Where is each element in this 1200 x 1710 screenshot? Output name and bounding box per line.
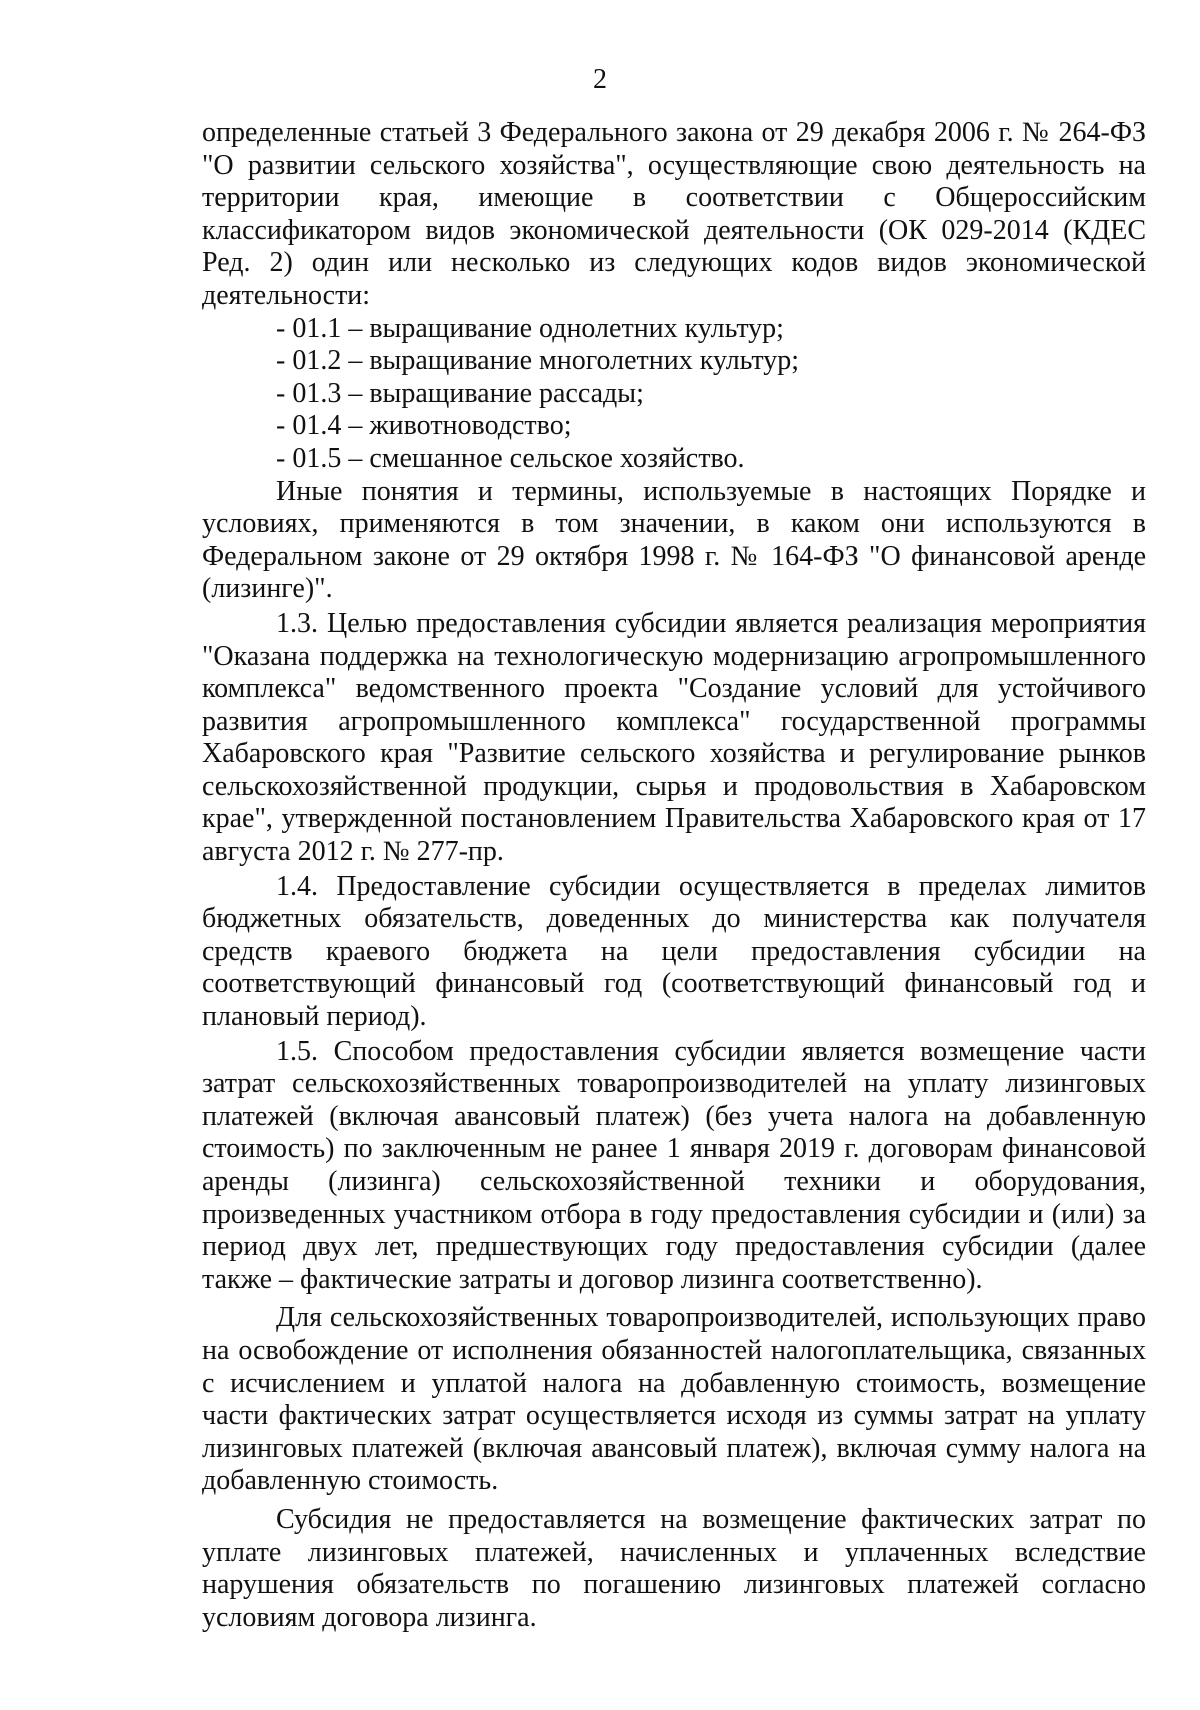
list-item: - 01.3 – выращивание рассады;	[276, 377, 644, 409]
paragraph-1-4: 1.4. Предоставление субсидии осуществляется в пределах лимитов бюджетных обязательств, доведенных до министерства как получателя средств краевого бюджета на цели предоставления субсидии на соответствующий финансовый год (соответствующий финансовый год и плановый период).	[202, 870, 1146, 1033]
intro-paragraph: определенные статьей 3 Федерального закона от 29 декабря 2006 г. № 264-ФЗ "О развитии сельского хозяйства", осуществляющие свою деятельность на территории края, имеющие в соответствии с Общероссийским классификатором видов экономической деятельности (ОК 029-2014 (КДЕС Ред. 2) один или несколько из следующих кодов видов экономической деятельности:	[202, 117, 1146, 311]
vat-exemption-paragraph: Для сельскохозяйственных товаропроизводителей, использующих право на освобождение от исполнения обязанностей налогоплательщика, связанных с исчислением и уплатой налога на добавленную стоимость, возмещение части фактических затрат осуществляется исходя из суммы затрат на уплату лизинговых платежей (включая авансовый платеж), включая сумму налога на добавленную стоимость.	[202, 1302, 1146, 1497]
paragraph-1-3: 1.3. Целью предоставления субсидии является реализация мероприятия "Оказана поддержка на технологическую модернизацию агропромышленного комплекса" ведомственного проекта "Создание условий для устойчивого развития агропромышленного комплекса" государственной программы Хабаровского края "Развитие сельского хозяйства и регулирование рынков сельскохозяйственной продукции, сырья и продовольствия в Хабаровском крае", утвержденной постановлением Правительства Хабаровского края от 17 августа 2012 г. № 277-пр.	[202, 607, 1146, 868]
document-body	[202, 117, 1146, 1634]
list-item: - 01.4 – животноводство;	[276, 410, 572, 442]
list-item: - 01.1 – выращивание однолетних культур;	[276, 312, 784, 344]
paragraph-1-5: 1.5. Способом предоставления субсидии является возмещение части затрат сельскохозяйственных товаропроизводителей на уплату лизинговых платежей (включая авансовый платеж) (без учета налога на добавленную стоимость) по заключенным не ранее 1 января 2019 г. договорам финансовой аренды (лизинга) сельскохозяйственной техники и оборудования, произведенных участником отбора в году предоставления субсидии и (или) за период двух лет, предшествующих году предоставления субсидии (далее также – фактические затраты и договор лизинга соответственно).	[202, 1035, 1146, 1295]
list-item: - 01.5 – смешанное сельское хозяйство.	[276, 442, 745, 474]
list-item: - 01.2 – выращивание многолетних культур;	[276, 345, 800, 377]
subsidy-exclusion-paragraph: Субсидия не предоставляется на возмещение фактических затрат по уплате лизинговых платежей, начисленных и уплаченных вследствие нарушения обязательств по погашению лизинговых платежей согласно условиям договора лизинга.	[202, 1503, 1146, 1633]
definitions-paragraph: Иные понятия и термины, используемые в настоящих Порядке и условиях, применяются в том значении, в каком они используются в Федеральном законе от 29 октября 1998 г. № 164-ФЗ "О финансовой аренде (лизинге)".	[202, 475, 1146, 605]
page-number: 2	[593, 64, 607, 95]
activity-codes-list	[202, 313, 1146, 476]
